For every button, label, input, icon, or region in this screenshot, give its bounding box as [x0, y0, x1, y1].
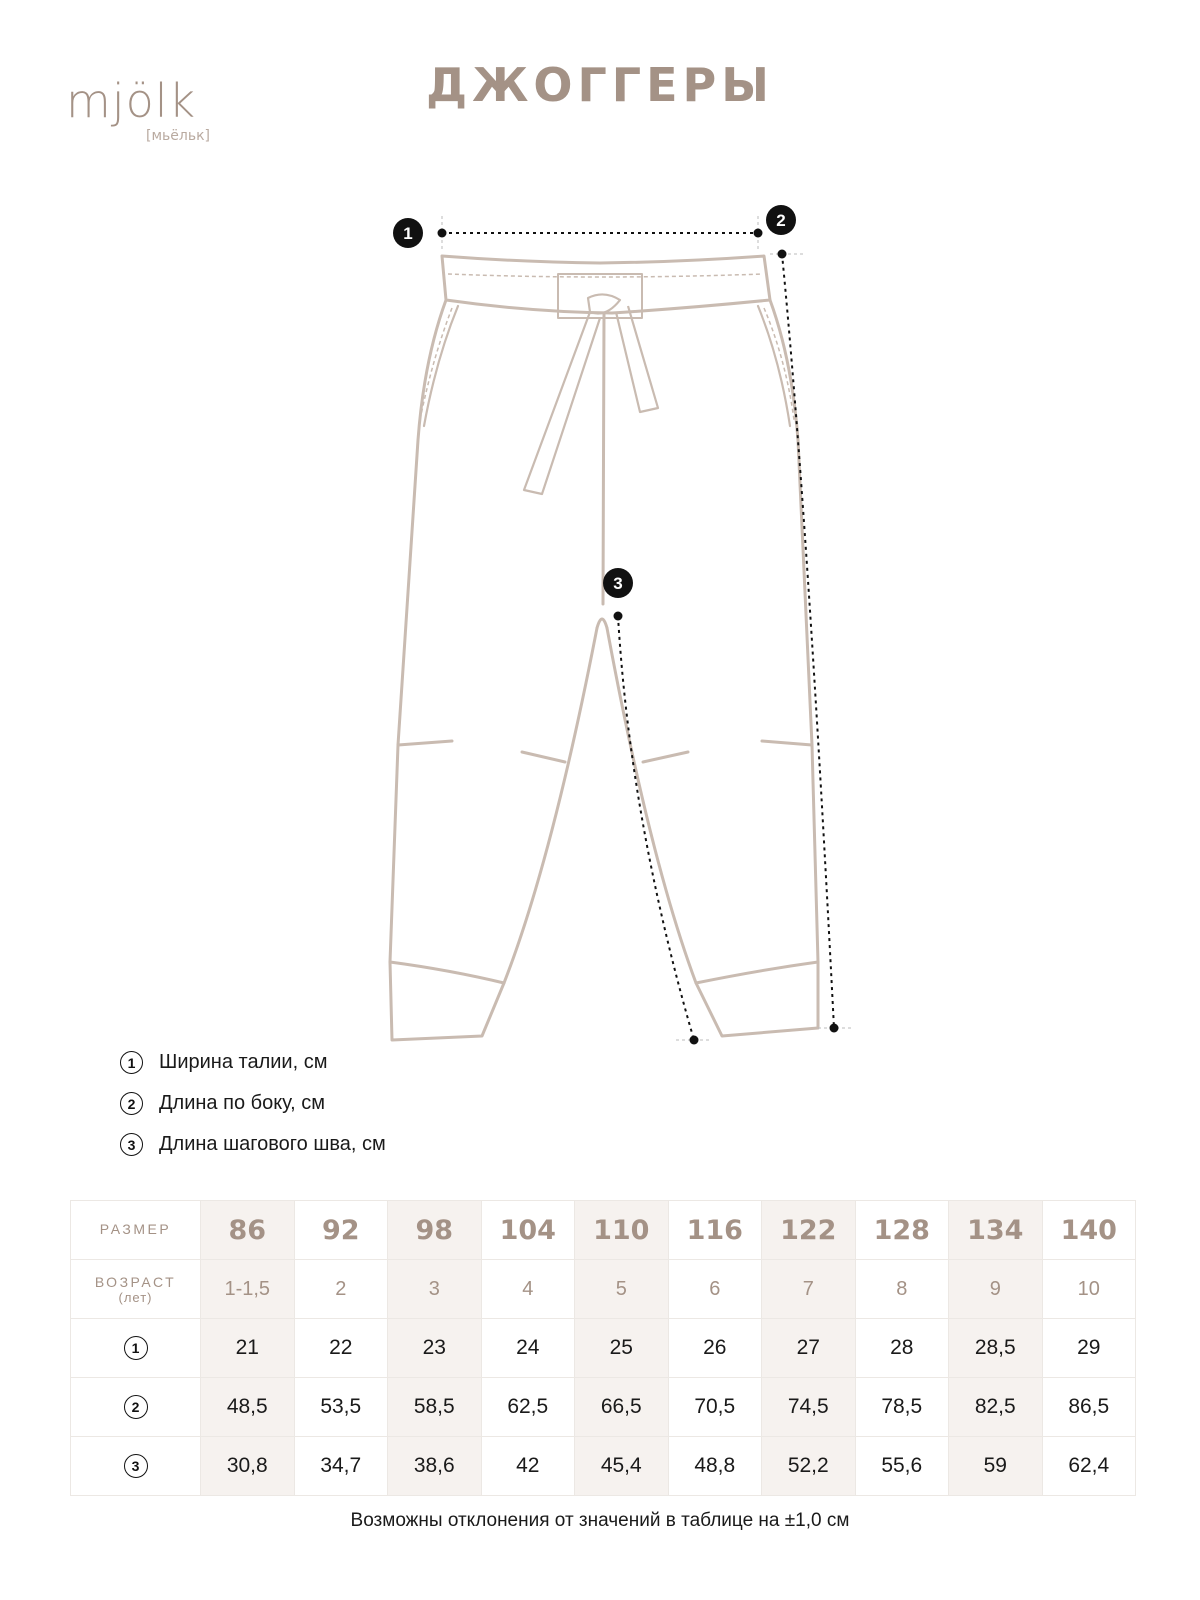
right-cuff — [696, 962, 818, 983]
number-2-icon: 2 — [124, 1395, 148, 1419]
measurement-row-1 — [71, 1319, 1136, 1378]
table-cell: 24 — [481, 1319, 575, 1378]
table-cell: 62,5 — [481, 1378, 575, 1437]
measurement-row-3 — [71, 1437, 1136, 1496]
row-header — [71, 1260, 201, 1319]
logo-subtext: [мьёльк] — [146, 128, 211, 144]
inseam-guide — [618, 616, 694, 1040]
marker-1-label: 1 — [403, 224, 413, 243]
table-cell: 48,5 — [201, 1378, 295, 1437]
table-cell: 140 — [1042, 1201, 1136, 1260]
table-cell: 9 — [949, 1260, 1043, 1319]
legend-label: Длина шагового шва, см — [159, 1133, 386, 1155]
table-cell: 128 — [855, 1201, 949, 1260]
crotch-curve — [597, 619, 607, 628]
left-leg-outline — [390, 300, 597, 1040]
table-cell: 28,5 — [949, 1319, 1043, 1378]
marker-3-label: 3 — [613, 574, 623, 593]
table-cell: 55,6 — [855, 1437, 949, 1496]
row-header — [71, 1378, 201, 1437]
table-cell: 62,4 — [1042, 1437, 1136, 1496]
table-cell: 92 — [294, 1201, 388, 1260]
table-cell: 25 — [575, 1319, 669, 1378]
table-cell: 53,5 — [294, 1378, 388, 1437]
table-cell: 27 — [762, 1319, 856, 1378]
page-title: ДЖОГГЕРЫ — [426, 58, 774, 112]
legend-item — [120, 1083, 386, 1124]
marker-2-label: 2 — [776, 211, 786, 230]
drawstring-knot — [588, 294, 620, 313]
table-cell: 66,5 — [575, 1378, 669, 1437]
number-2-icon: 2 — [120, 1092, 143, 1115]
center-seam — [603, 313, 604, 604]
table-cell: 21 — [201, 1319, 295, 1378]
size-row — [71, 1201, 1136, 1260]
logo-text: mjölk — [66, 74, 197, 128]
table-cell: 98 — [388, 1201, 482, 1260]
table-cell: 42 — [481, 1437, 575, 1496]
row-header — [71, 1201, 201, 1260]
right-pocket — [758, 306, 790, 426]
age-header-label: ВОЗРАСТ — [94, 1273, 177, 1290]
table-cell: 122 — [762, 1201, 856, 1260]
table-cell: 5 — [575, 1260, 669, 1319]
table-cell: 116 — [668, 1201, 762, 1260]
table-cell: 86 — [201, 1201, 295, 1260]
table-cell: 58,5 — [388, 1378, 482, 1437]
size-chart-table — [70, 1200, 1136, 1496]
knee-seam — [522, 752, 565, 762]
deviation-note: Возможны отклонения от значений в таблице на ±1,0 см — [350, 1510, 850, 1531]
drawstring-right — [616, 306, 658, 412]
table-cell: 78,5 — [855, 1378, 949, 1437]
table-cell: 2 — [294, 1260, 388, 1319]
table-cell: 30,8 — [201, 1437, 295, 1496]
drawstring-left — [524, 312, 600, 494]
table-cell: 82,5 — [949, 1378, 1043, 1437]
table-cell: 86,5 — [1042, 1378, 1136, 1437]
table-cell: 74,5 — [762, 1378, 856, 1437]
legend-label: Ширина талии, см — [159, 1051, 328, 1073]
table-cell: 23 — [388, 1319, 482, 1378]
measurement-legend — [120, 1042, 386, 1165]
number-1-icon: 1 — [120, 1051, 143, 1074]
table-cell: 7 — [762, 1260, 856, 1319]
age-header-unit: (лет) — [118, 1289, 153, 1305]
table-cell: 104 — [481, 1201, 575, 1260]
table-cell: 45,4 — [575, 1437, 669, 1496]
legend-item — [120, 1042, 386, 1083]
table-cell: 6 — [668, 1260, 762, 1319]
measurement-row-2 — [71, 1378, 1136, 1437]
size-header-label: РАЗМЕР — [99, 1221, 172, 1237]
row-header — [71, 1437, 201, 1496]
table-cell: 28 — [855, 1319, 949, 1378]
legend-label: Длина по боку, см — [159, 1092, 326, 1114]
table-cell: 59 — [949, 1437, 1043, 1496]
table-cell: 34,7 — [294, 1437, 388, 1496]
number-3-icon: 3 — [124, 1454, 148, 1478]
table-cell: 4 — [481, 1260, 575, 1319]
age-row — [71, 1260, 1136, 1319]
table-cell: 48,8 — [668, 1437, 762, 1496]
table-cell: 22 — [294, 1319, 388, 1378]
table-cell: 3 — [388, 1260, 482, 1319]
table-cell: 8 — [855, 1260, 949, 1319]
knee-seam — [643, 752, 688, 762]
knee-seam — [762, 741, 812, 745]
table-cell: 110 — [575, 1201, 669, 1260]
number-3-icon: 3 — [120, 1133, 143, 1156]
row-header — [71, 1319, 201, 1378]
table-cell: 10 — [1042, 1260, 1136, 1319]
waistband — [442, 256, 770, 313]
legend-item — [120, 1124, 386, 1165]
table-cell: 38,6 — [388, 1437, 482, 1496]
table-cell: 52,2 — [762, 1437, 856, 1496]
table-cell: 1-1,5 — [201, 1260, 295, 1319]
table-cell: 70,5 — [668, 1378, 762, 1437]
knee-seam — [398, 741, 452, 745]
table-cell: 134 — [949, 1201, 1043, 1260]
table-cell: 29 — [1042, 1319, 1136, 1378]
number-1-icon: 1 — [124, 1336, 148, 1360]
left-cuff — [390, 962, 504, 983]
table-cell: 26 — [668, 1319, 762, 1378]
